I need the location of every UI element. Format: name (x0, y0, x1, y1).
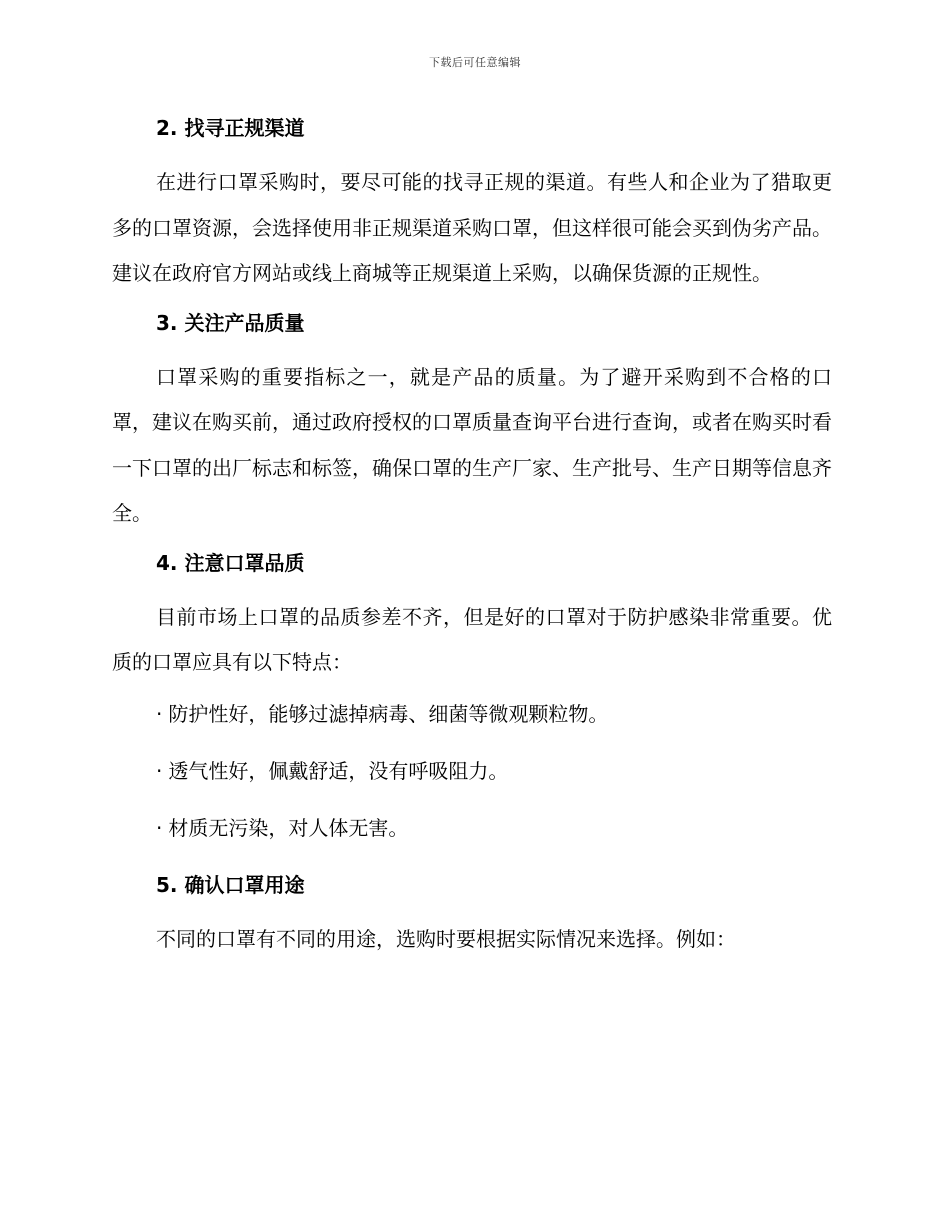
section-paragraph-5: 不同的口罩有不同的用途，选购时要根据实际情况来选择。例如： (156, 926, 736, 951)
list-item (112, 753, 832, 789)
bullet-marker: · (156, 815, 163, 840)
section-heading-4: 4. 注意口罩品质 (156, 550, 305, 575)
page-header-note: 下载后可任意编辑 (429, 56, 521, 69)
section-paragraph-2: 在进行口罩采购时，要尽可能的找寻正规的渠道。有些人和企业为了猎取更多的口罩资源，会选择使用非正规渠道采购口罩，但这样很可能会买到伪劣产品。建议在政府官方网站或线上商城等正规渠道上采购，以确保货源的正规性。 (112, 170, 832, 285)
document-body (112, 110, 832, 970)
list-item-text: 透气性好，佩戴舒适，没有呼吸阻力。 (168, 758, 509, 783)
section-heading-3: 3. 关注产品质量 (156, 310, 305, 335)
section-paragraph-3: 口罩采购的重要指标之一，就是产品的质量。为了避开采购到不合格的口罩，建议在购买前，通过政府授权的口罩质量查询平台进行查询，或者在购买时看一下口罩的出厂标志和标签，确保口罩的生产厂家、生产批号、生产日期等信息齐全。 (112, 364, 832, 525)
list-item-text: 材质无污染，对人体无害。 (168, 815, 409, 840)
list-item (112, 696, 832, 732)
section-heading-2: 2. 找寻正规渠道 (156, 116, 305, 140)
list-item-text: 防护性好，能够过滤掉病毒、细菌等微观颗粒物。 (168, 701, 609, 726)
bullet-marker: · (156, 758, 163, 783)
section-heading-5: 5. 确认口罩用途 (156, 872, 305, 897)
bullet-marker: · (156, 701, 163, 726)
section-paragraph-4: 目前市场上口罩的品质参差不齐，但是好的口罩对于防护感染非常重要。优质的口罩应具有以下特点： (112, 604, 832, 674)
list-item (112, 810, 832, 846)
